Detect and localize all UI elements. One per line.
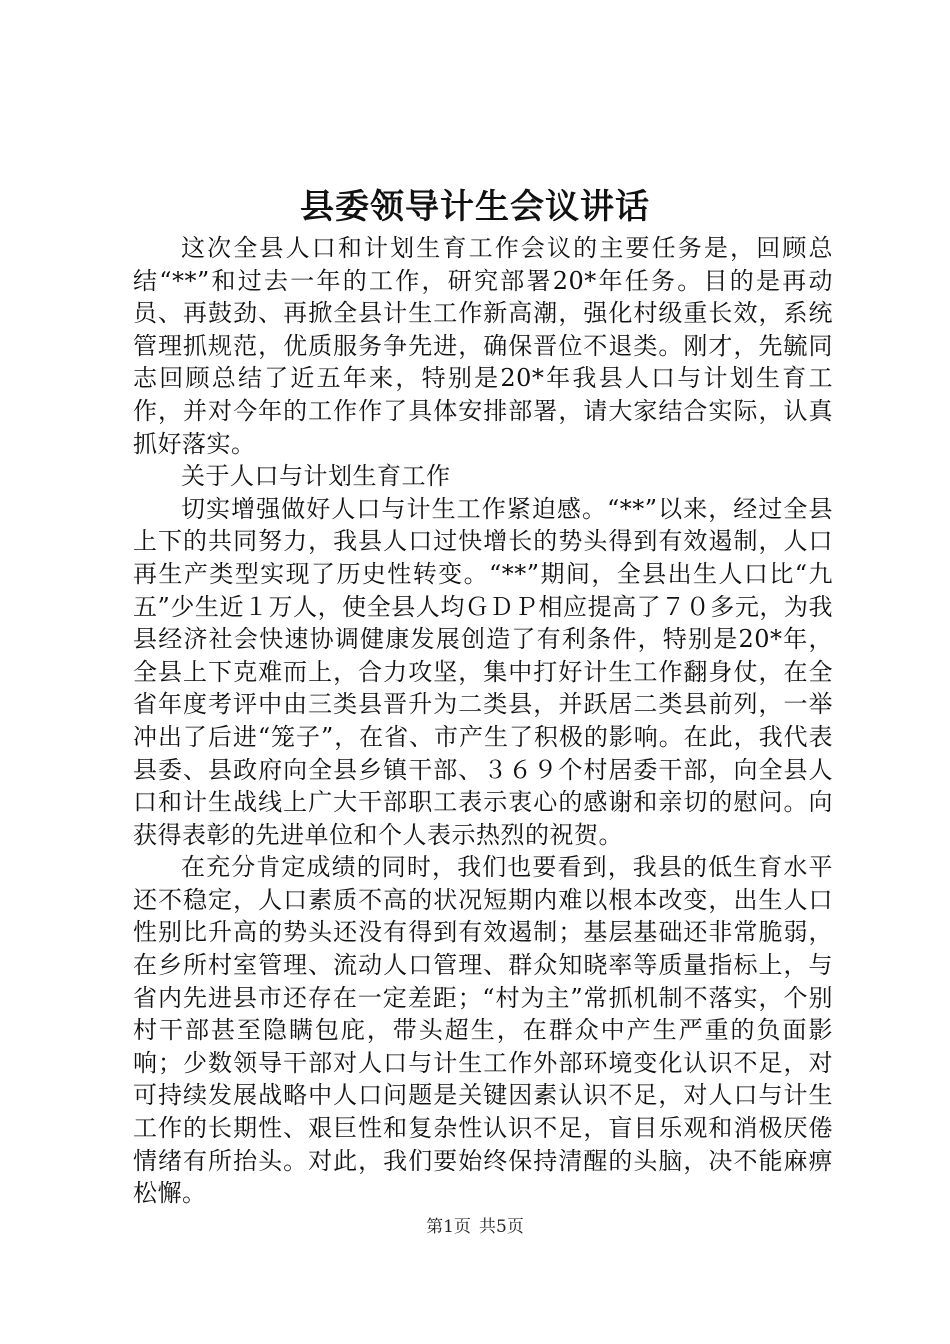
section-heading: 关于人口与计划生育工作 <box>181 462 451 491</box>
page-number: 第1页 <box>426 1217 471 1237</box>
paragraph-intro: 这次全县人口和计划生育工作会议的主要任务是，回顾总结“**”和过去一年的工作，研究部署20*年任务。目的是再动员、再鼓劲、再掀全县计生工作新高潮，强化村级重长效，系统管理抓规范，优质服务争先进，确保晋位不退类。刚才，先毓同志回顾总结了近五年来，特别是20*年我县人口与计划生育工作，并对今年的工作作了具体安排部署，请大家结合实际，认真抓好落实。 <box>133 234 833 458</box>
paragraph-achievements: 切实增强做好人口与计生工作紧迫感。“**”以来，经过全县上下的共同努力，我县人口过快增长的势头得到有效遏制，人口再生产类型实现了历史性转变。“**”期间，全县出生人口比“九五”少生近１万人，使全县人均ＧＤＰ相应提高了７０多元，为我县经济社会快速协调健康发展创造了有利条件，特别是20*年，全县上下克难而上，合力攻坚，集中打好计生工作翻身仗，在全省年度考评中由三类县晋升为二类县，并跃居二类县前列，一举冲出了后进“笼子”，在省、市产生了积极的影响。在此，我代表县委、县政府向全县乡镇干部、３６９个村居委干部，向全县人口和计生战线上广大干部职工表示衷心的感谢和亲切的慰问。向获得表彰的先进单位和个人表示热烈的祝贺。 <box>133 494 833 849</box>
page-footer <box>0 1216 950 1238</box>
document-title: 县委领导计生会议讲话 <box>300 187 650 227</box>
page-total: 共5页 <box>479 1217 524 1237</box>
document-body <box>133 232 833 1210</box>
paragraph-problems: 在充分肯定成绩的同时，我们也要看到，我县的低生育水平还不稳定，人口素质不高的状况短期内难以根本改变，出生人口性别比升高的势头还没有得到有效遏制；基层基础还非常脆弱，在乡所村室管理、流动人口管理、群众知晓率等质量指标上，与省内先进县市还存在一定差距；“村为主”常抓机制不落实，个别村干部甚至隐瞒包庇，带头超生，在群众中产生严重的负面影响；少数领导干部对人口与计生工作外部环境变化认识不足，对可持续发展战略中人口问题是关键因素认识不足，对人口与计生工作的长期性、艰巨性和复杂性认识不足，盲目乐观和消极厌倦情绪有所抬头。对此，我们要始终保持清醒的头脑，决不能麻痹松懈。 <box>133 853 833 1208</box>
